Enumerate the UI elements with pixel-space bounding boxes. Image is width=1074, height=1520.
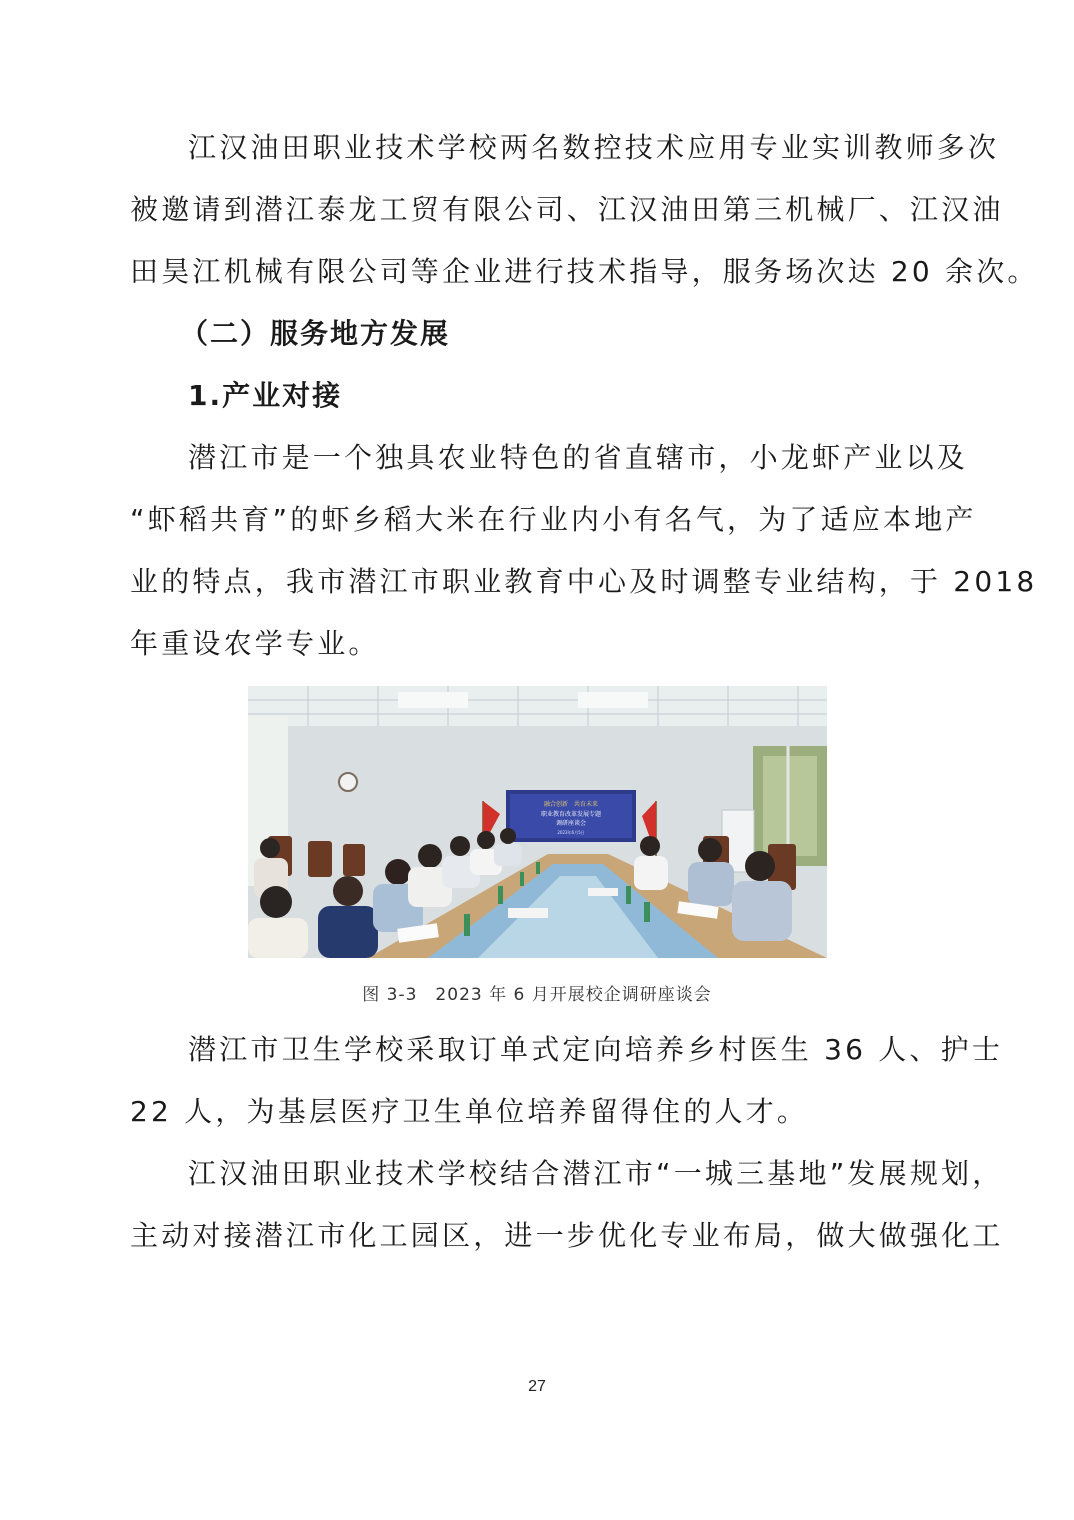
screen-line-2: 职业教育改革发展专题 [540,811,602,818]
figure-caption: 图 3-3 2023 年 6 月开展校企调研座谈会 [362,985,712,1005]
page-number: 27 [528,1378,546,1395]
paragraph-3-line-2: 22 人，为基层医疗卫生单位培养留得住的人才。 [130,1095,809,1128]
subheading: 1.产业对接 [188,379,343,412]
paragraph-4-line-2: 主动对接潜江市化工园区，进一步优化专业布局，做大做强化工 [130,1219,1004,1252]
paragraph-2-line-2: “虾稻共育”的虾乡稻大米在行业内小有名气，为了适应本地产 [130,503,977,536]
paragraph-2-line-4: 年重设农学专业。 [130,627,380,660]
paragraph-2-line-3: 业的特点，我市潜江市职业教育中心及时调整专业结构，于 2018 [130,565,1038,598]
screen-line-4: 2023年6月5日 [557,830,585,835]
section-heading: （二）服务地方发展 [180,317,451,350]
paragraph-3-line-1: 潜江市卫生学校采取订单式定向培养乡村医生 36 人、护士 [188,1033,1004,1066]
paragraph-1-line-3: 田昊江机械有限公司等企业进行技术指导，服务场次达 20 余次。 [130,255,1039,288]
paragraph-1-line-1: 江汉油田职业技术学校两名数控技术应用专业实训教师多次 [188,131,1000,164]
screen-line-1: 融合创新 共育未来 [543,801,599,808]
meeting-photo [248,686,827,958]
screen-line-3: 调研座谈会 [555,820,587,827]
paragraph-1-line-2: 被邀请到潜江泰龙工贸有限公司、江汉油田第三机械厂、江汉油 [130,193,1004,226]
paragraph-2-line-1: 潜江市是一个独具农业特色的省直辖市，小龙虾产业以及 [188,441,969,474]
paragraph-4-line-1: 江汉油田职业技术学校结合潜江市“一城三基地”发展规划， [188,1157,1004,1190]
